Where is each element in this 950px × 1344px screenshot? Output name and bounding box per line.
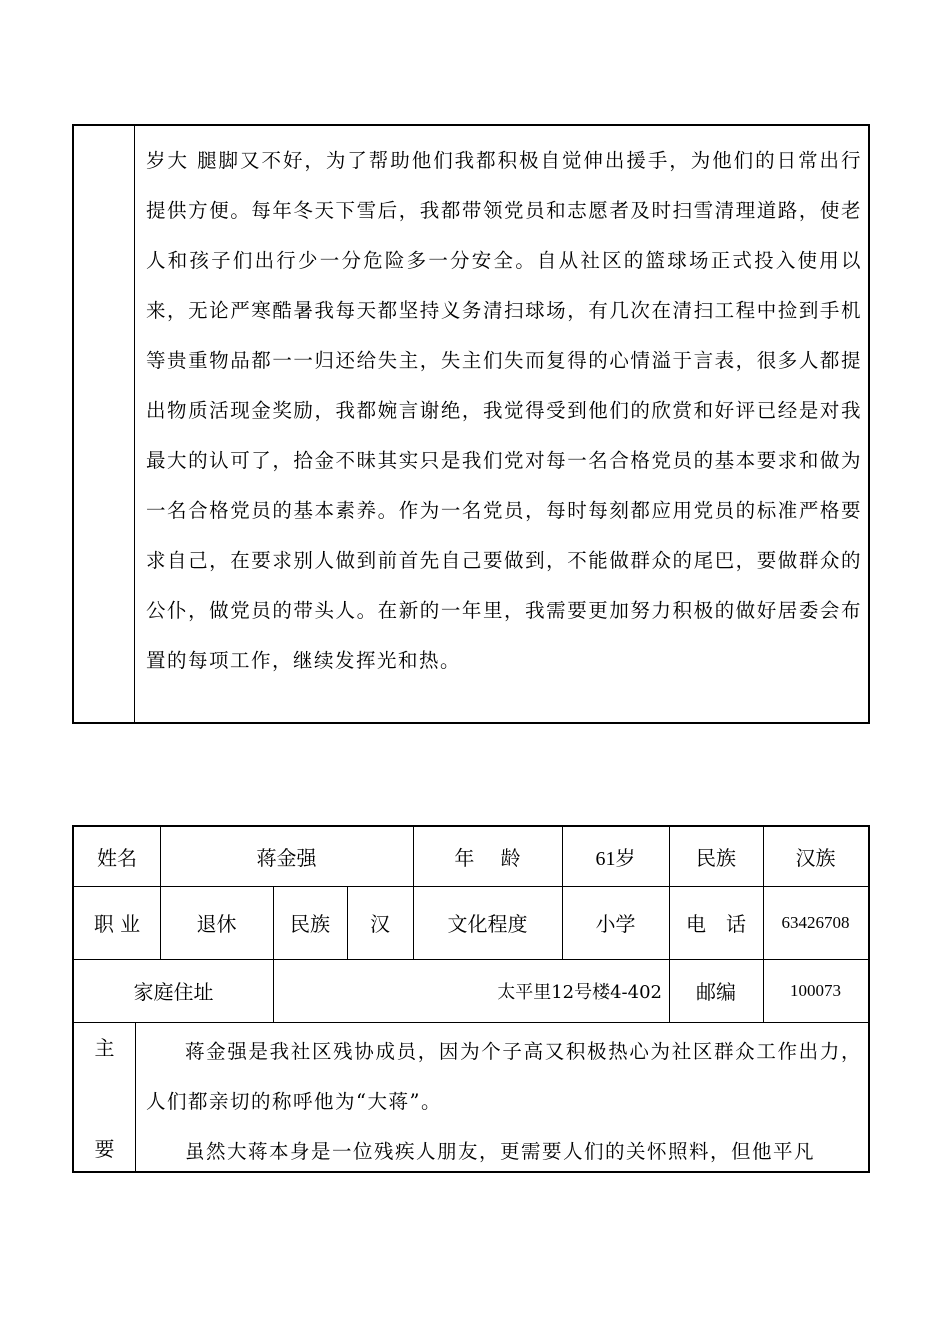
education-label: 文化程度 [447,912,528,936]
phone-label: 电 话 [686,912,746,936]
phone-value: 63426708 [781,912,850,932]
section-label-char-2: 要 [94,1137,115,1161]
education-value: 小学 [595,912,636,936]
deeds-paragraph-1: 蒋金强是我社区残协成员，因为个子高又积极热心为社区群众工作出力，人们都亲切的称呼他为“大蒋”。 [146,1040,862,1113]
achievement-text: 岁大 腿脚又不好，为了帮助他们我都积极自觉伸出援手，为他们的日常出行提供方便。每年冬天下雪后，我都带领党员和志愿者及时扫雪清理道路，使老人和孩子们出行少一分危险多一分安全。自从社区的篮球场正式投入使用以来，无论严寒酷暑我每天都坚持义务清扫球场，有几次在清扫工程中捡到手机等贵重物品都一一归还给失主，失主们失而复得的心情溢于言表，很多人都提出物质活现金奖励，我都婉言谢绝，我觉得受到他们的欣赏和好评已经是对我最大的认可了，拾金不昧其实只是我们党对每一名合格党员的基本要求和做为一名合格党员的基本素养。作为一名党员，每时每刻都应用党员的标准严格要求自己，在要求别人做到前首先自己要做到，不能做群众的尾巴，要做群众的公仆，做党员的带头人。在新的一年里，我需要更加努力积极的做好居委会布置的每项工作，继续发挥光和热。 [146,149,862,672]
age-value: 61岁 [595,848,636,870]
label-column [74,126,135,722]
address-label: 家庭住址 [133,980,214,1004]
postcode-label: 邮编 [696,980,736,1004]
section-label-char-1: 主 [94,1036,115,1060]
occupation-value: 退休 [196,912,237,936]
name-value: 蒋金强 [256,846,317,870]
profile-table-continued [72,124,870,724]
ethnicity-value: 汉族 [795,846,836,870]
ethnicity-label: 民族 [696,846,736,870]
deeds-paragraph-2: 虽然大蒋本身是一位残疾人朋友，更需要人们的关怀照料，但他平凡 [185,1140,816,1163]
name-label: 姓名 [97,846,137,870]
ethnicity-value-2: 汉 [370,912,390,936]
main-deeds-text [146,1027,862,1177]
ethnicity-label-2: 民族 [290,912,330,936]
occupation-label: 职 业 [93,912,141,936]
profile-table [72,825,870,1173]
postcode-value: 100073 [790,980,841,1000]
address-value: 太平里12号楼4-402 [497,981,662,1003]
age-label: 年 龄 [454,846,521,870]
